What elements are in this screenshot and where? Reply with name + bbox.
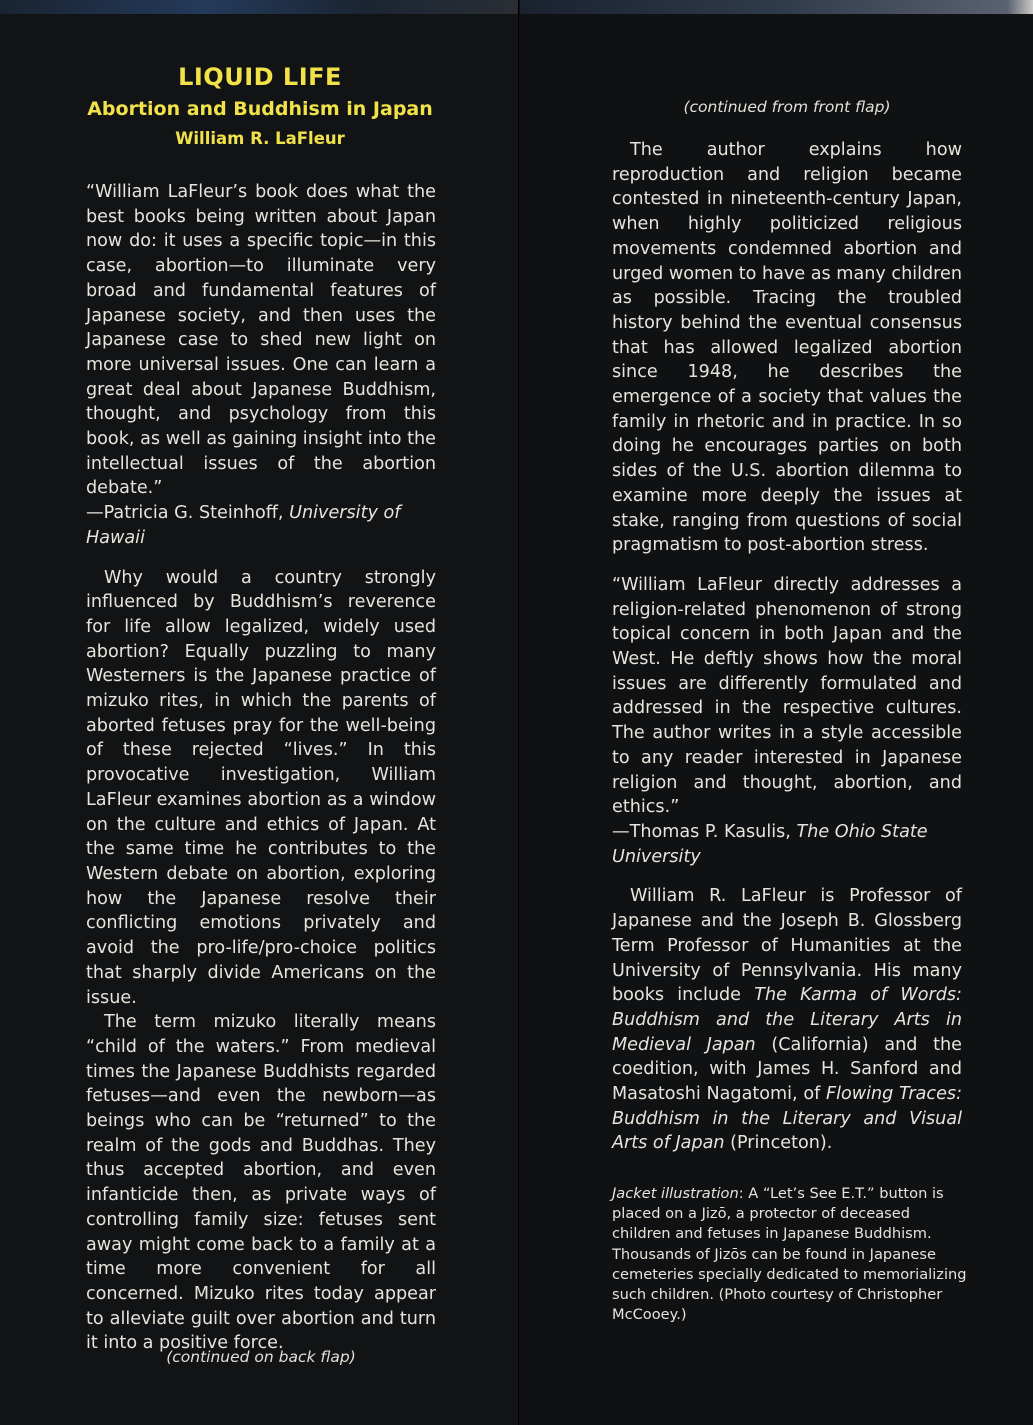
description-paragraph-2: The term mizuko literally means “child of the waters.” From medieval times the Japanese Buddhists regarded fetuses—and even the newborn—as beings who can be “returned” to the realm of the gods and Buddhas. They thus accepted abortion, and even infanticide then, as private ways of controlling family size: fetuses sent away might come back to a family at a time more convenient for all concerned. Mizuko rites today appear to alleviate guilt over abortion and turn it into a positive force. [86, 1012, 436, 1354]
book-title: LIQUID LIFE [178, 63, 342, 91]
bio-text-a: William R. LaFleur is Professor of Japanese and the Joseph B. Glossberg Term Professor of Humanities at the University of Pennsylvania. His many books include [612, 886, 962, 1006]
front-flap-edge [0, 0, 518, 14]
bio-text-b: (California) and the coedition, with James H. Sanford and Masatoshi Nagatomi, of [612, 1034, 962, 1105]
caption-text: : A “Let’s See E.T.” button is placed on a Jizō, a protector of deceased children and fetuses in Japanese Buddhism. Thousands of Jizōs can be found in Japanese cemeteries specially dedicated to memorializing such children. (Photo courtesy of Christopher McCooey.) [612, 1185, 967, 1324]
attribution-name: —Thomas P. Kasulis, [612, 821, 791, 842]
front-flap-text [86, 180, 436, 1356]
back-flap-text [612, 138, 962, 1156]
steinhoff-quote: “William LaFleur’s book does what the best books being written about Japan now do: it uses a specific topic—in this case, abortion—to illuminate very broad and fundamental features of Japanese society, and then uses the Japanese case to shed new light on more universal issues. One can learn a great deal about Japanese Buddhism, thought, and psychology from this book, as well as gaining insight into the intellectual issues of the abortion debate.” [86, 182, 436, 499]
attribution-affiliation: University of Hawaii [86, 503, 401, 548]
continued-from-front-flap: (continued from front flap) [683, 98, 891, 116]
attribution-name: —Patricia G. Steinhoff, [86, 503, 284, 524]
back-flap-edge [520, 0, 1033, 14]
kasulis-quote: “William LaFleur directly addresses a religion-related phenomenon of strong topical concern in both Japan and the West. He deftly shows how the moral issues are differently formulated and addressed in the respective cultures. The author writes in a style accessible to any reader interested in Japanese religion and thought, abortion, and ethics.” [612, 574, 962, 818]
kasulis-attribution [612, 820, 962, 869]
title-block [40, 60, 480, 154]
bio-book-title-1: The Karma of Words: Buddhism and the Literary Arts in Medieval Japan [612, 985, 962, 1055]
caption-label: Jacket illustration [612, 1185, 739, 1202]
attribution-affiliation: The Ohio State University [612, 821, 928, 867]
bio-book-title-2: Flowing Traces: Buddhism in the Literary and Visual Arts of Japan [612, 1084, 963, 1154]
bio-text-c: (Princeton). [724, 1133, 833, 1154]
author-bio [612, 884, 962, 1156]
book-subtitle: Abortion and Buddhism in Japan [87, 98, 433, 120]
continued-on-back-flap: (continued on back flap) [166, 1348, 356, 1366]
book-author: William R. LaFleur [175, 129, 345, 148]
steinhoff-attribution [86, 501, 436, 550]
description-paragraph-1: Why would a country strongly influenced by Buddhism’s reverence for life allow legalized, widely used abortion? Equally puzzling to many Westerners is the Japanese practice of mizuko rites, in which the parents of aborted fetuses pray for the well-being of these rejected “lives.” In this provocative investigation, William LaFleur examines abortion as a window on the culture and ethics of Japan. At the same time he contributes to the Western debate on abortion, exploring how the Japanese resolve their conflicting emotions privately and avoid the pro-life/pro-choice politics that sharply divide Americans on the issue. [86, 567, 436, 1008]
description-paragraph-3: The author explains how reproduction and religion became contested in nineteenth-century Japan, when highly politicized religious movements condemned abortion and urged women to have as many children as possible. Tracing the troubled history behind the eventual consensus that has allowed legalized abortion since 1948, he describes the emergence of a society that values the family in rhetoric and in practice. In so doing he encourages parties on both sides of the U.S. abortion dilemma to examine more deeply the issues at stake, ranging from questions of social pragmatism to post-abortion stress. [612, 140, 962, 556]
jacket-illustration-caption [612, 1184, 967, 1325]
